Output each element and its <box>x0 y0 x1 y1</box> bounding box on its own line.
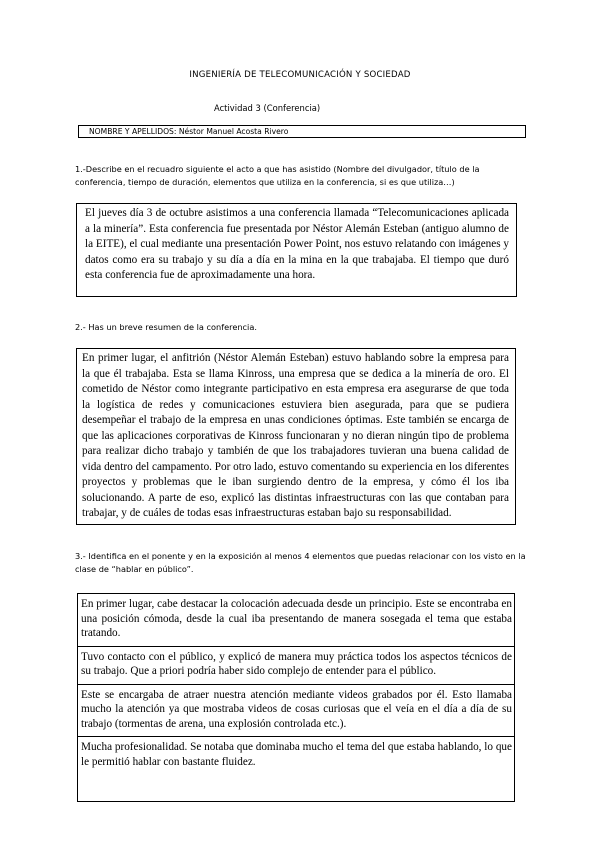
answer-table-cell: En primer lugar, cabe destacar la colocación adecuada desde un principio. Este se encontraba en una posición cómoda, desde la cual iba presentando de manera sosegada el tema que estaba tratando. <box>78 594 514 647</box>
question-3-answer-table <box>77 593 515 802</box>
answer-table-cell: Tuvo contacto con el público, y explicó de manera muy práctica todos los aspectos técnicos de su trabajo. Que a priori podría haber sido complejo de entender para el público. <box>78 647 514 685</box>
question-2-prompt: 2.- Has un breve resumen de la conferencia. <box>75 322 257 332</box>
question-1-prompt: 1.-Describe en el recuadro siguiente el acto a que has asistido (Nombre del divulgador, título de la conferencia, tiempo de duración, elementos que utiliza en la conferencia, si es que utiliza…) <box>75 164 480 187</box>
question-2-answer-box: En primer lugar, el anfitrión (Néstor Alemán Esteban) estuvo hablando sobre la empresa para la que él trabajaba. Esta se llama Kinross, una empresa que se dedica a la minería de oro. El cometido de Néstor como integrante participativo en esta empresa era asegurarse de que toda la logística de redes y comunicaciones estuviera bien asegurada, para que se pudiera desempeñar el trabajo de la empresa en unas condiciones óptimas. Este también se encarga de que las aplicaciones corporativas de Kinross funcionaran y no dieran ningún tipo de problema para realizar dicho trabajo y también de que los trabajadores tuvieran una buena calidad de vida dentro del campamento. Por otro lado, estuvo comentando su experiencia en los diferentes proyectos y problemas que le iban surgiendo dentro de la empresa, y cómo él los iba solucionando. A parte de eso, explicó las distintas infraestructuras con las que contaban para trabajar, y de cuáles de todas esas infraestructuras estaban bajo su responsabilidad. <box>76 348 516 525</box>
student-name-box: NOMBRE Y APELLIDOS: Néstor Manuel Acosta Rivero <box>78 125 526 138</box>
question-3-prompt: 3.- Identifica en el ponente y en la exposición al menos 4 elementos que puedas relacionar con los visto en la clase de “hablar en público”. <box>75 551 526 574</box>
activity-subtitle: Actividad 3 (Conferencia) <box>214 103 321 113</box>
answer-table-cell: Mucha profesionalidad. Se notaba que dominaba mucho el tema del que estaba hablando, lo que le permitió hablar con bastante fluidez. <box>81 741 512 768</box>
answer-table-cell: Este se encargaba de atraer nuestra atención mediante videos grabados por él. Esto llamaba mucho la atención ya que mostraba videos de cosas curiosas que el veía en el día a día de su trabajo (tormentas de arena, una explosión controlada etc.). <box>78 685 514 738</box>
document-title: INGENIERÍA DE TELECOMUNICACIÓN Y SOCIEDAD <box>189 70 411 80</box>
question-1-answer-box: El jueves día 3 de octubre asistimos a una conferencia llamada “Telecomunicaciones aplicada a la minería”. Esta conferencia fue presentada por Néstor Alemán Esteban (antiguo alumno de la EITE), el cual mediante una presentación Power Point, nos estuvo relatando con imágenes y datos como era su trabajo y su día a día en la mina en la que trabajaba. El tiempo que duró esta conferencia fue de aproximadamente una hora. <box>76 203 517 297</box>
